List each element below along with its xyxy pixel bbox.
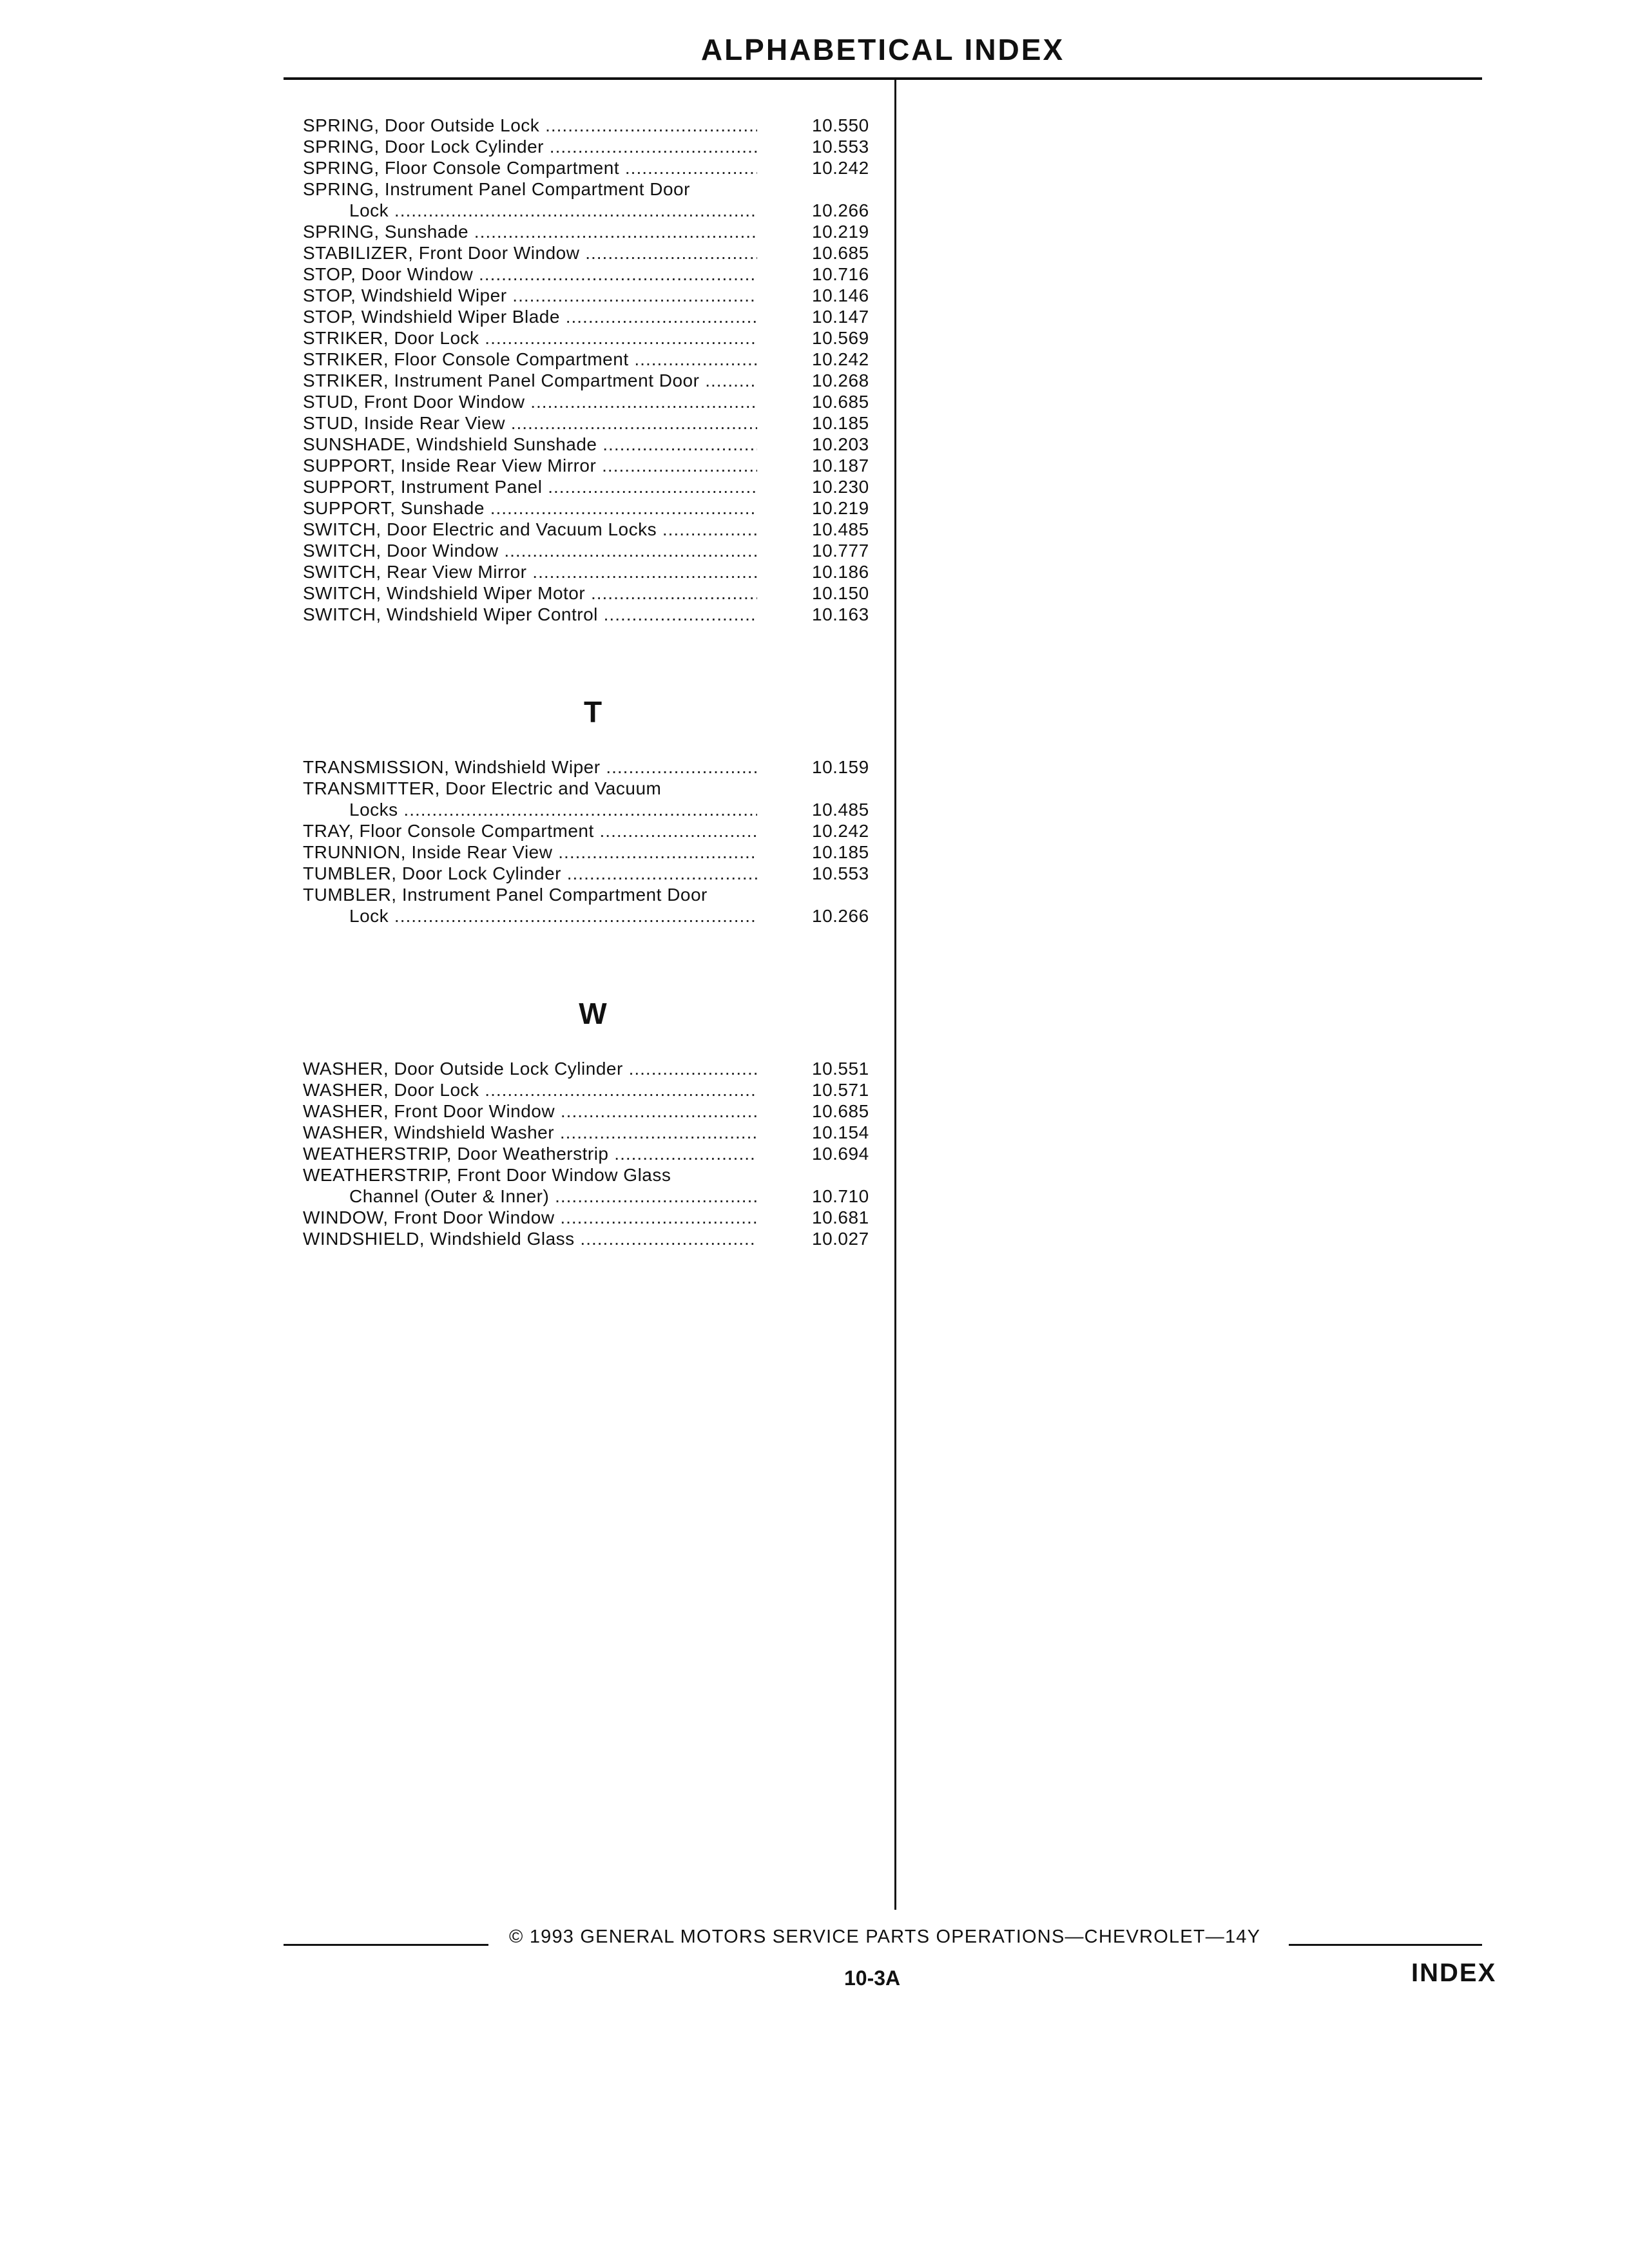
index-entry-page: 10.185: [812, 413, 869, 433]
index-entry-continuation: Channel (Outer & Inner) .....: [349, 1186, 757, 1207]
footer-rule-right: [1289, 1944, 1482, 1946]
index-entry: [303, 349, 883, 370]
index-entry-page: 10.571: [812, 1080, 869, 1100]
index-entry-label: STOP, Door Window .....: [303, 264, 757, 285]
index-entry-label: WASHER, Front Door Window .....: [303, 1100, 757, 1122]
index-entry-page: 10.553: [812, 137, 869, 157]
page-title: ALPHABETICAL INDEX: [700, 33, 1065, 66]
index-entry: [303, 820, 883, 841]
index-entry-label: STUD, Inside Rear View .....: [303, 412, 757, 434]
index-entry-label: SPRING, Door Lock Cylinder .....: [303, 136, 757, 157]
index-entry-page: 10.219: [812, 498, 869, 518]
index-entry-label: STOP, Windshield Wiper .....: [303, 285, 757, 306]
index-entry: [303, 412, 883, 434]
index-entry-page: 10.230: [812, 477, 869, 497]
index-entry-page: 10.187: [812, 456, 869, 476]
index-entry-page: 10.203: [812, 434, 869, 454]
index-entry-page: 10.154: [812, 1122, 869, 1142]
index-entry-label: WINDSHIELD, Windshield Glass .....: [303, 1228, 757, 1249]
index-entry: [303, 115, 883, 136]
section-letter: T: [583, 695, 602, 729]
index-entry: [303, 285, 883, 306]
index-entry-label: WASHER, Door Lock .....: [303, 1079, 757, 1100]
index-entry-label: SUPPORT, Sunshade .....: [303, 497, 757, 519]
index-entry-page: 10.485: [812, 519, 869, 539]
index-entry: [303, 157, 883, 178]
index-entry-label: STOP, Windshield Wiper Blade .....: [303, 306, 757, 327]
index-entry: [303, 863, 883, 884]
index-entry-label: SUPPORT, Inside Rear View Mirror .....: [303, 455, 757, 476]
section-letter: W: [579, 997, 607, 1030]
index-entry: [303, 841, 883, 863]
index-entry-label: SPRING, Floor Console Compartment .....: [303, 157, 757, 178]
index-entry-page: 10.681: [812, 1207, 869, 1227]
index-entry-page: 10.716: [812, 264, 869, 284]
index-entry: [303, 519, 883, 540]
index-entry-label: TRAY, Floor Console Compartment .....: [303, 820, 757, 841]
index-entry: [303, 582, 883, 604]
index-entry-label: SWITCH, Door Electric and Vacuum Locks .....: [303, 519, 757, 540]
index-entry-page: 10.485: [812, 800, 869, 820]
index-entry-label: SWITCH, Door Window .....: [303, 540, 757, 561]
index-entry-page: 10.694: [812, 1144, 869, 1164]
index-entry-page: 10.685: [812, 243, 869, 263]
index-entry-page: 10.242: [812, 158, 869, 178]
index-entry: [303, 799, 883, 820]
index-section: [303, 651, 883, 952]
index-entry-label: SWITCH, Rear View Mirror .....: [303, 561, 757, 582]
index-entry-label: TRUNNION, Inside Rear View .....: [303, 841, 757, 863]
index-entry-label: STUD, Front Door Window .....: [303, 391, 757, 412]
footer-rule-left: [284, 1944, 488, 1946]
index-entry: [303, 476, 883, 497]
index-entry: [303, 1122, 883, 1143]
column-divider: [894, 79, 896, 1910]
index-section: [303, 115, 883, 651]
index-entry-page: 10.219: [812, 222, 869, 242]
index-entry-page: 10.551: [812, 1059, 869, 1079]
index-entry-page: 10.186: [812, 562, 869, 582]
index-entry-page: 10.710: [812, 1186, 869, 1206]
index-section: [303, 952, 883, 1249]
index-entry-label: WEATHERSTRIP, Front Door Window Glass: [303, 1165, 671, 1185]
index-entry-label: TUMBLER, Instrument Panel Compartment Door: [303, 885, 708, 905]
index-entry: [303, 306, 883, 327]
index-entry-label: SWITCH, Windshield Wiper Motor .....: [303, 582, 757, 604]
index-entry: [303, 1100, 883, 1122]
index-entry: [303, 905, 883, 927]
index-entry-label: STRIKER, Instrument Panel Compartment Door .....: [303, 370, 757, 391]
index-entry-page: 10.685: [812, 1101, 869, 1121]
index-entry-label: SUNSHADE, Windshield Sunshade .....: [303, 434, 757, 455]
index-entry: [303, 391, 883, 412]
index-entry: [303, 604, 883, 625]
index-entry: [303, 1207, 883, 1228]
index-entry: [303, 540, 883, 561]
index-entry-label: WASHER, Door Outside Lock Cylinder .....: [303, 1058, 757, 1079]
index-entry-page: 10.777: [812, 541, 869, 561]
index-entry-label: SPRING, Instrument Panel Compartment Door: [303, 179, 690, 199]
index-entry-page: 10.268: [812, 370, 869, 390]
index-entry-page: 10.242: [812, 821, 869, 841]
index-entry: [303, 370, 883, 391]
index-entry-page: 10.163: [812, 604, 869, 624]
index-entry: [303, 455, 883, 476]
index-entry-page: 10.266: [812, 200, 869, 220]
index-entry-continuation: Lock .....: [349, 905, 757, 927]
index-entry: [303, 1058, 883, 1079]
index-entry-page: 10.266: [812, 906, 869, 926]
index-entry-label: STRIKER, Door Lock .....: [303, 327, 757, 349]
index-entry: [303, 1143, 883, 1164]
index-entry-page: 10.685: [812, 392, 869, 412]
index-entry-page: 10.185: [812, 842, 869, 862]
index-entry-label: SPRING, Door Outside Lock .....: [303, 115, 757, 136]
index-entry-label: STABILIZER, Front Door Window .....: [303, 242, 757, 264]
index-entry-page: 10.150: [812, 583, 869, 603]
index-entry: [303, 327, 883, 349]
footer-copyright: © 1993 GENERAL MOTORS SERVICE PARTS OPERATIONS—CHEVROLET—14Y: [509, 1927, 1261, 1947]
index-entry-page: 10.027: [812, 1229, 869, 1249]
index-entry-label: SPRING, Sunshade .....: [303, 221, 757, 242]
index-entry: [303, 264, 883, 285]
index-entry-label: SWITCH, Windshield Wiper Control .....: [303, 604, 757, 625]
index-entry: [303, 497, 883, 519]
index-entry-page: 10.146: [812, 285, 869, 305]
index-entry-page: 10.569: [812, 328, 869, 348]
index-column: [303, 115, 883, 1249]
page-number: 10-3A: [844, 1966, 901, 1990]
index-entry-label: TUMBLER, Door Lock Cylinder .....: [303, 863, 757, 884]
index-entry-label: WINDOW, Front Door Window .....: [303, 1207, 757, 1228]
index-entry-page: 10.242: [812, 349, 869, 369]
index-entry-continuation: Lock .....: [349, 200, 757, 221]
index-entry: [303, 756, 883, 778]
section-name: INDEX: [1411, 1959, 1497, 1987]
index-entry-page: 10.159: [812, 757, 869, 777]
index-entry-label: STRIKER, Floor Console Compartment .....: [303, 349, 757, 370]
index-entry-label: TRANSMISSION, Windshield Wiper .....: [303, 756, 757, 778]
index-entry-label: WEATHERSTRIP, Door Weatherstrip .....: [303, 1143, 757, 1164]
index-entry-page: 10.147: [812, 307, 869, 327]
index-entry: [303, 1228, 883, 1249]
index-entry-label: SUPPORT, Instrument Panel .....: [303, 476, 757, 497]
index-entry: [303, 200, 883, 221]
index-entry: [303, 221, 883, 242]
index-entry: [303, 561, 883, 582]
index-entry-page: 10.553: [812, 863, 869, 883]
header-rule: [284, 77, 1482, 80]
index-entry-continuation: Locks .....: [349, 799, 757, 820]
index-entry: [303, 434, 883, 455]
index-entry: [303, 242, 883, 264]
index-entry-label: TRANSMITTER, Door Electric and Vacuum: [303, 778, 662, 798]
index-entry: [303, 136, 883, 157]
index-entry: [303, 1186, 883, 1207]
index-entry-label: WASHER, Windshield Washer .....: [303, 1122, 757, 1143]
index-entry: [303, 1079, 883, 1100]
index-entry-page: 10.550: [812, 115, 869, 135]
